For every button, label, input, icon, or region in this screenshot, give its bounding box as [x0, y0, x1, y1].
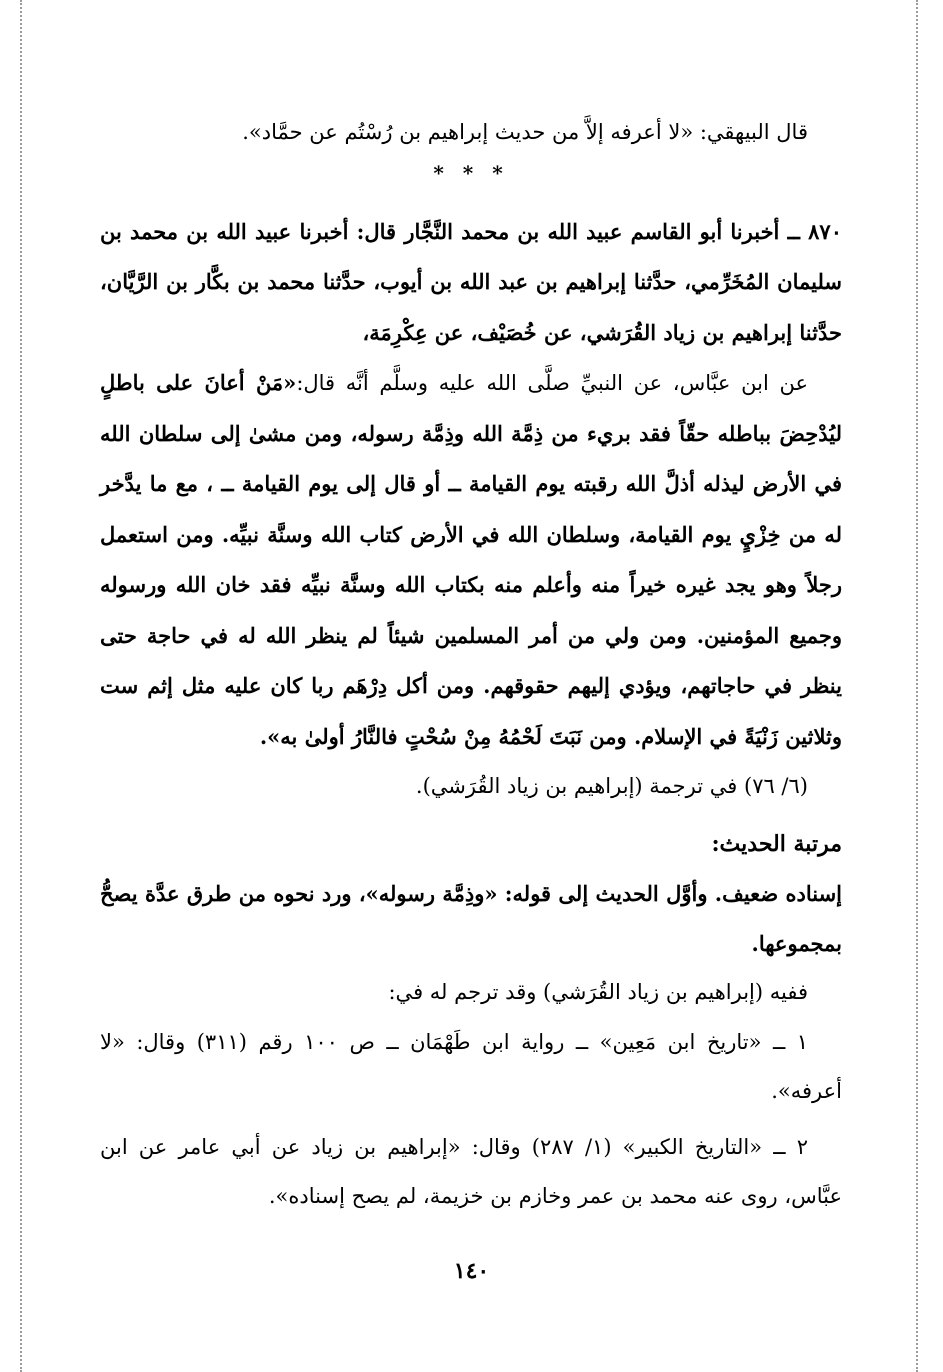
scan-margin-right — [916, 0, 918, 1372]
bayhaqi-quote: قال البيهقي: «لا أعرفه إلاَّ من حديث إبراهيم بن رُسْتُم عن حمَّاد». — [242, 120, 808, 144]
hadith-matn-intro: عن ابن عبَّاس، عن النبيِّ صلَّى الله عليه وسلَّم أنَّه قال: — [296, 371, 808, 395]
hadith-isnad — [100, 207, 842, 359]
scan-margin-left — [20, 0, 22, 1372]
section-separator: * * * — [433, 160, 509, 185]
page-body — [100, 108, 842, 1222]
grading-text: إسناده ضعيف. وأوَّل الحديث إلى قوله: «وذِمَّة رسوله»، ورد نحوه من طرق عدَّة يصحُّ بمجموعها. — [100, 881, 842, 956]
hadith-matn — [100, 358, 842, 762]
hadith-matn-text: «مَنْ أعانَ على باطلٍ ليُدْحِضَ بباطله حقّاً فقد بريء من ذِمَّة الله وذِمَّة رسوله، ومن مشىٰ إلى سلطان الله في الأرض ليذله أذلَّ الله رقبته يوم القيامة ــ أو قال إلى يوم القيامة ــ ، مع ما يدَّخر له من خِزْيٍ يوم القيامة، وسلطان الله في الأرض كتاب الله وسنَّة نبيِّه. ومن استعمل رجلاً وهو يجد غيره خيراً منه وأعلم منه بكتاب الله وسنَّة نبيِّه فقد خان الله ورسوله وجميع المؤمنين. ومن ولي من أمر المسلمين شيئاً لم ينظر الله له في حاجة حتى ينظر في حاجاتهم، ويؤدي إليهم حقوقهم. ومن أكل دِرْهَم ربا كان عليه مثل إثم ست وثلاثين زَنْيَةً في الإسلام. ومن نَبَتَ لَحْمُهُ مِنْ سُحْتٍ فالنَّارُ أولىٰ به». — [100, 370, 843, 749]
note-item-2: ٢ ــ «التاريخ الكبير» (١/ ٢٨٧) وقال: «إبراهيم بن زياد عن أبي عامر عن ابن عبَّاس، روى عنه محمد بن عمر وخازم بن خزيمة، لم يصح إسناده». — [100, 1134, 842, 1208]
note-intro: ففيه (إبراهيم بن زياد القُرَشي) وقد ترجم له في: — [388, 980, 808, 1004]
hadith-isnad-text: ٨٧٠ ــ أخبرنا أبو القاسم عبيد الله بن محمد النَّجَّار قال: أخبرنا عبيد الله بن محمد بن سليمان المُخَرِّمي، حدَّثنا إبراهيم بن عبد الله بن أيوب، حدَّثنا محمد بن بكَّار بن الرَّيَّان، حدَّثنا إبراهيم بن زياد القُرَشي، عن خُصَيْف، عن عِكْرِمَة، — [100, 218, 842, 345]
source-reference: (٦/ ٧٦) في ترجمة (إبراهيم بن زياد القُرَشي). — [415, 774, 808, 798]
page-number: ١٤٠ — [453, 1258, 490, 1284]
section-heading: مرتبة الحديث: — [711, 830, 842, 857]
note-item-1: ١ ــ «تاريخ ابن مَعِين» ــ رواية ابن طَهْمَان ــ ص ١٠٠ رقم (٣١١) وقال: «لا أعرفه». — [100, 1029, 842, 1103]
